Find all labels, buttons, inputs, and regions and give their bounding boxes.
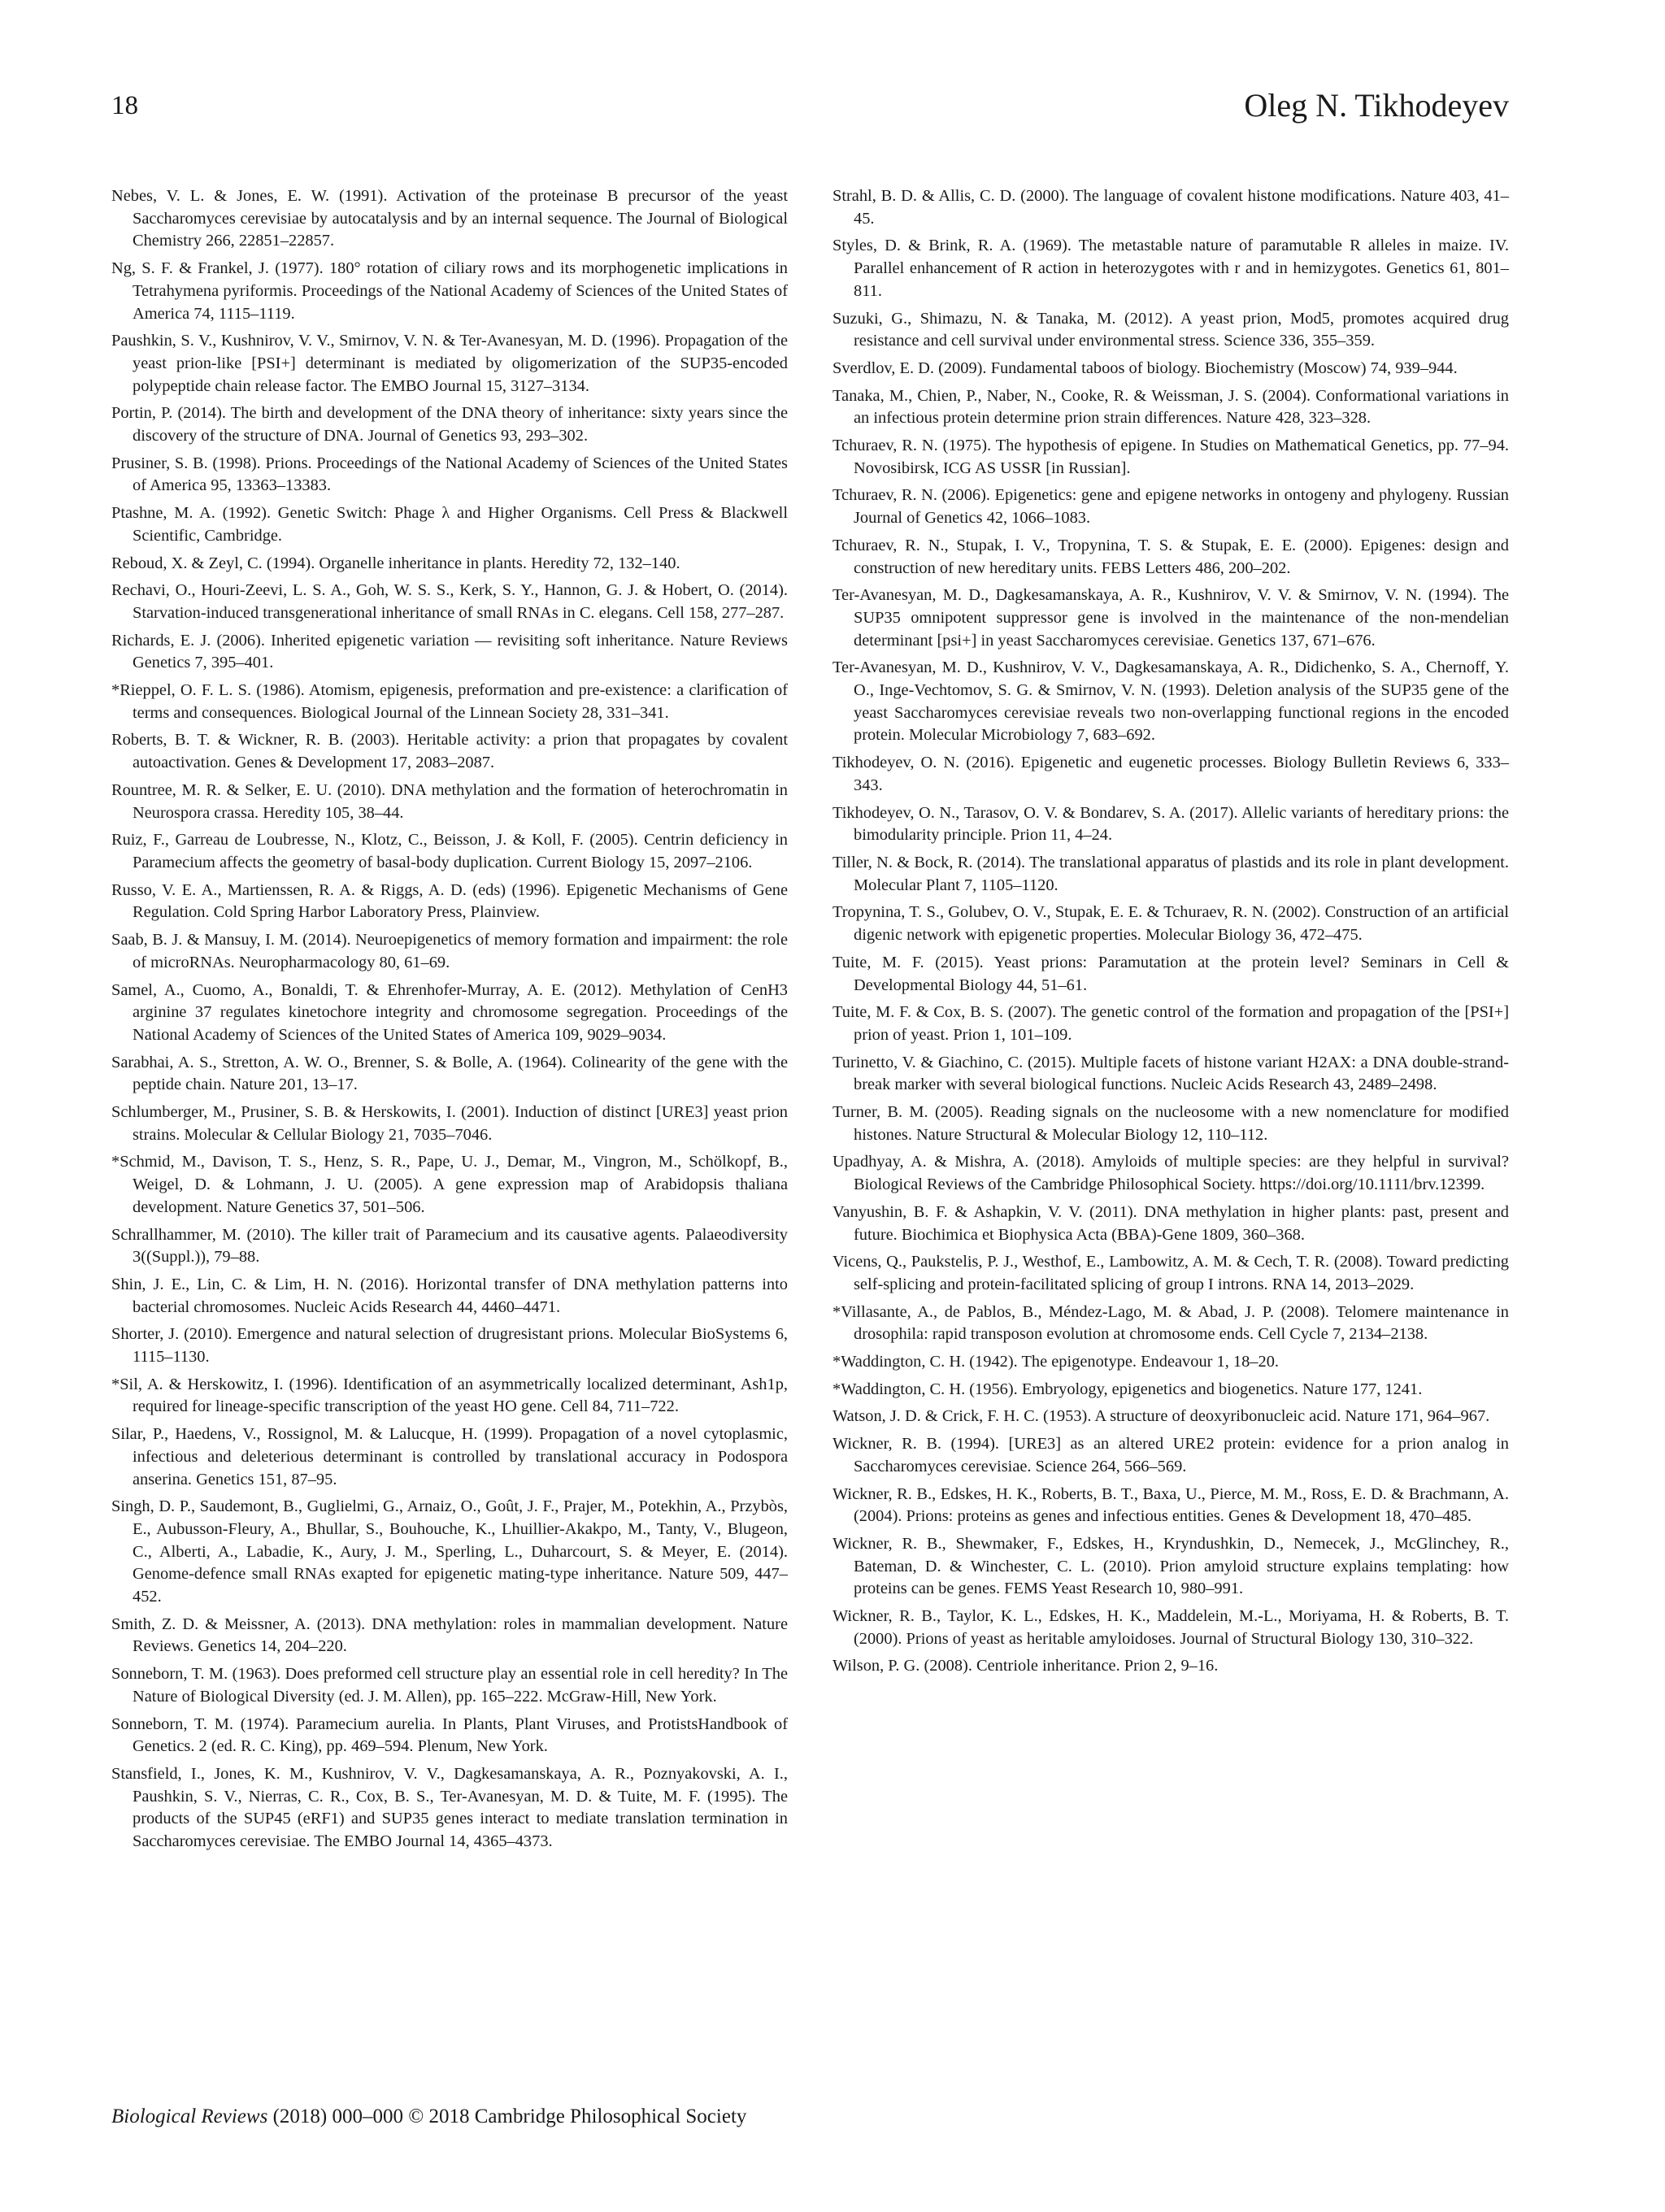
reference-item: Tanaka, M., Chien, P., Naber, N., Cooke, R. & Weissman, J. S. (2004). Conformational variations in an infectious protein determine prion strain differences. Nature 428, 323–328. (832, 386, 1509, 428)
reference-item: Upadhyay, A. & Mishra, A. (2018). Amyloids of multiple species: are they helpful in survival? Biological Reviews of the Cambridge Philosophical Society. https://doi.org/10.1111/brv.12399. (832, 1153, 1509, 1194)
reference-item: Russo, V. E. A., Martienssen, R. A. & Riggs, A. D. (eds) (1996). Epigenetic Mechanisms of Gene Regulation. Cold Spring Harbor Laboratory Press, Plainview. (111, 880, 788, 922)
reference-item: Turinetto, V. & Giachino, C. (2015). Multiple facets of histone variant H2AX: a DNA double-strand-break marker with several biological functions. Nucleic Acids Research 43, 2489–2498. (832, 1053, 1509, 1094)
reference-item: Sonneborn, T. M. (1974). Paramecium aurelia. In Plants, Plant Viruses, and ProtistsHandbook of Genetics. 2 (ed. R. C. King), pp. 469–594. Plenum, New York. (111, 1714, 788, 1756)
reference-item: Shorter, J. (2010). Emergence and natural selection of drugresistant prions. Molecular BioSystems 6, 1115–1130. (111, 1325, 788, 1367)
reference-item: Watson, J. D. & Crick, F. H. C. (1953). A structure of deoxyribonucleic acid. Nature 171, 964–967. (832, 1407, 1490, 1426)
left-column (111, 185, 788, 1858)
reference-item: Sonneborn, T. M. (1963). Does preformed cell structure play an essential role in cell heredity? In The Nature of Biological Diversity (ed. J. M. Allen), pp. 165–222. McGraw-Hill, New York. (111, 1665, 788, 1706)
reference-item: Stansfield, I., Jones, K. M., Kushnirov, V. V., Dagkesamanskaya, A. R., Poznyakovski, A. I., Paushkin, S. V., Nierras, C. R., Cox, B. S., Ter-Avanesyan, M. D. & Tuite, M. F. (1995). The products of the SUP45 (eRF1) and SUP35 genes interact to mediate translation termination in Saccharomyces cerevisiae. The EMBO Journal 14, 4365–4373. (111, 1765, 788, 1851)
reference-item: Tchuraev, R. N. (2006). Epigenetics: gene and epigene networks in ontogeny and phylogeny. Russian Journal of Genetics 42, 1066–1083. (832, 486, 1509, 528)
reference-item: Ruiz, F., Garreau de Loubresse, N., Klotz, C., Beisson, J. & Koll, F. (2005). Centrin deficiency in Paramecium affects the geometry of basal-body duplication. Current Biology 15, 2097–2106. (111, 831, 788, 871)
reference-item: Schrallhammer, M. (2010). The killer trait of Paramecium and its causative agents. Palaeodiversity 3((Suppl.)), 79–88. (111, 1225, 788, 1267)
reference-item: Suzuki, G., Shimazu, N. & Tanaka, M. (2012). A yeast prion, Mod5, promotes acquired drug resistance and cell survival under environmental stress. Science 336, 355–359. (832, 309, 1509, 350)
reference-list (111, 185, 1509, 1858)
reference-item: Tiller, N. & Bock, R. (2014). The translational apparatus of plastids and its role in plant development. Molecular Plant 7, 1105–1120. (832, 853, 1509, 894)
reference-item: Tropynina, T. S., Golubev, O. V., Stupak, E. E. & Tchuraev, R. N. (2002). Construction of an artificial digenic network with epigenetic properties. Molecular Biology 36, 472–475. (832, 903, 1509, 945)
reference-item: Portin, P. (2014). The birth and development of the DNA theory of inheritance: sixty years since the discovery of the structure of DNA. Journal of Genetics 93, 293–302. (111, 404, 788, 445)
footer-journal: Biological Reviews (111, 2106, 268, 2127)
reference-item: Smith, Z. D. & Meissner, A. (2013). DNA methylation: roles in mammalian development. Nature Reviews. Genetics 14, 204–220. (111, 1614, 788, 1656)
reference-item: Prusiner, S. B. (1998). Prions. Proceedings of the National Academy of Sciences of the United States of America 95, 13363–13383. (111, 454, 788, 495)
reference-item: Roberts, B. T. & Wickner, R. B. (2003). Heritable activity: a prion that propagates by covalent autoactivation. Genes & Development 17, 2083–2087. (111, 731, 788, 772)
reference-item: Singh, D. P., Saudemont, B., Guglielmi, G., Arnaiz, O., Goût, J. F., Prajer, M., Potekhin, A., Przybòs, E., Aubusson-Fleury, A., Bhullar, S., Bouhouche, K., Lhuillier-Akakpo, M., Tanty, V., Blugeon, C., Alberti, A., Labadie, K., Aury, J. M., Sperling, L., Duharcourt, S. & Meyer, E. (2014). Genome-defence small RNAs exapted for epigenetic mating-type inheritance. Nature 509, 447–452. (111, 1497, 788, 1606)
reference-item: Turner, B. M. (2005). Reading signals on the nucleosome with a new nomenclature for modified histones. Nature Structural & Molecular Biology 12, 110–112. (832, 1103, 1509, 1144)
reference-item: Sarabhai, A. S., Stretton, A. W. O., Brenner, S. & Bolle, A. (1964). Colinearity of the gene with the peptide chain. Nature 201, 13–17. (111, 1053, 788, 1094)
reference-item: Saab, B. J. & Mansuy, I. M. (2014). Neuroepigenetics of memory formation and impairment: the role of microRNAs. Neuropharmacology 80, 61–69. (111, 931, 788, 971)
reference-item: Tchuraev, R. N., Stupak, I. V., Tropynina, T. S. & Stupak, E. E. (2000). Epigenes: design and construction of new hereditary units. FEBS Letters 486, 200–202. (832, 536, 1509, 577)
reference-item: *Rieppel, O. F. L. S. (1986). Atomism, epigenesis, preformation and pre-existence: a clarification of terms and consequences. Biological Journal of the Linnean Society 28, 331–341. (111, 681, 788, 722)
reference-item: Wickner, R. B., Taylor, K. L., Edskes, H. K., Maddelein, M.-L., Moriyama, H. & Roberts, B. T. (2000). Prions of yeast as heritable amyloidoses. Journal of Structural Biology 130, 310–322. (832, 1607, 1509, 1648)
reference-item: Reboud, X. & Zeyl, C. (1994). Organelle inheritance in plants. Heredity 72, 132–140. (111, 554, 680, 572)
reference-item: Styles, D. & Brink, R. A. (1969). The metastable nature of paramutable R alleles in maize. IV. Parallel enhancement of R action in heterozygotes with r and in hemizygotes. Genetics 61, 801–811. (832, 237, 1509, 300)
reference-item: Tuite, M. F. & Cox, B. S. (2007). The genetic control of the formation and propagation of the [PSI+] prion of yeast. Prion 1, 101–109. (832, 1003, 1509, 1044)
reference-item: Wilson, P. G. (2008). Centriole inheritance. Prion 2, 9–16. (832, 1657, 1219, 1675)
reference-item: Richards, E. J. (2006). Inherited epigenetic variation — revisiting soft inheritance. Nature Reviews Genetics 7, 395–401. (111, 631, 788, 672)
page-number: 18 (111, 91, 138, 120)
reference-item: Paushkin, S. V., Kushnirov, V. V., Smirnov, V. N. & Ter-Avanesyan, M. D. (1996). Propagation of the yeast prion-like [PSI+] determinant is mediated by oligomerization of the SUP35-encoded polypeptide chain release factor. The EMBO Journal 15, 3127–3134. (111, 332, 788, 395)
reference-item: *Villasante, A., de Pablos, B., Méndez-Lago, M. & Abad, J. P. (2008). Telomere maintenance in drosophila: rapid transposon evolution at chromosome ends. Cell Cycle 7, 2134–2138. (832, 1302, 1509, 1344)
footer (111, 2106, 746, 2128)
reference-item: Schlumberger, M., Prusiner, S. B. & Herskowits, I. (2001). Induction of distinct [URE3] yeast prion strains. Molecular & Cellular Biology 21, 7035–7046. (111, 1103, 788, 1144)
reference-item: Vicens, Q., Paukstelis, P. J., Westhof, E., Lambowitz, A. M. & Cech, T. R. (2008). Toward predicting self-splicing and protein-facilitated splicing of group I introns. RNA 14, 2013–2029. (832, 1253, 1509, 1293)
reference-item: *Sil, A. & Herskowitz, I. (1996). Identification of an asymmetrically localized determinant, Ash1p, required for lineage-specific transcription of the yeast HO gene. Cell 84, 711–722. (111, 1375, 788, 1416)
reference-item: Ter-Avanesyan, M. D., Kushnirov, V. V., Dagkesamanskaya, A. R., Didichenko, S. A., Chernoff, Y. O., Inge-Vechtomov, S. G. & Smirnov, V. N. (1993). Deletion analysis of the SUP35 gene of the yeast Saccharomyces cerevisiae reveals two non-overlapping functional regions in the encoded protein. Molecular Microbiology 7, 683–692. (832, 658, 1509, 745)
reference-item: Wickner, R. B., Shewmaker, F., Edskes, H., Kryndushkin, D., Nemecek, J., McGlinchey, R., Bateman, D. & Winchester, C. L. (2010). Prion amyloid structure explains templating: how proteins can be genes. FEMS Yeast Research 10, 980–991. (832, 1534, 1509, 1598)
reference-item: *Waddington, C. H. (1942). The epigenotype. Endeavour 1, 18–20. (832, 1353, 1279, 1371)
reference-item: Ng, S. F. & Frankel, J. (1977). 180° rotation of ciliary rows and its morphogenetic implications in Tetrahymena pyriformis. Proceedings of the National Academy of Sciences of the United States of America 74, 1115–1119. (111, 259, 788, 323)
reference-item: *Schmid, M., Davison, T. S., Henz, S. R., Pape, U. J., Demar, M., Vingron, M., Schölkopf, B., Weigel, D. & Lohmann, J. U. (2005). A gene expression map of Arabidopsis thaliana development. Nature Genetics 37, 501–506. (111, 1153, 788, 1216)
reference-item: Rountree, M. R. & Selker, E. U. (2010). DNA methylation and the formation of heterochromatin in Neurospora crassa. Heredity 105, 38–44. (111, 780, 788, 822)
running-author: Oleg N. Tikhodeyev (1244, 87, 1509, 124)
reference-item: Ter-Avanesyan, M. D., Dagkesamanskaya, A. R., Kushnirov, V. V. & Smirnov, V. N. (1994). The SUP35 omnipotent suppressor gene is involved in the maintenance of the non-mendelian determinant [psi+] in yeast Saccharomyces cerevisiae. Genetics 137, 671–676. (832, 586, 1509, 650)
footer-text: (2018) 000–000 © 2018 Cambridge Philosophical Society (267, 2106, 747, 2127)
reference-item: Tchuraev, R. N. (1975). The hypothesis of epigene. In Studies on Mathematical Genetics, pp. 77–94. Novosibirsk, ICG AS USSR [in Russian]. (832, 437, 1509, 477)
reference-item: Nebes, V. L. & Jones, E. W. (1991). Activation of the proteinase B precursor of the yeast Saccharomyces cerevisiae by autocatalysis and by an internal sequence. The Journal of Biological Chemistry 266, 22851–22857. (111, 187, 788, 250)
reference-item: Rechavi, O., Houri-Zeevi, L. S. A., Goh, W. S. S., Kerk, S. Y., Hannon, G. J. & Hobert, O. (2014). Starvation-induced transgenerational inheritance of small RNAs in C. elegans. Cell 158, 277–287. (111, 581, 788, 622)
reference-item: Tuite, M. F. (2015). Yeast prions: Paramutation at the protein level? Seminars in Cell & Developmental Biology 44, 51–61. (832, 953, 1509, 994)
reference-item: Shin, J. E., Lin, C. & Lim, H. N. (2016). Horizontal transfer of DNA methylation patterns into bacterial chromosomes. Nucleic Acids Research 44, 4460–4471. (111, 1275, 788, 1316)
reference-item: Tikhodeyev, O. N. (2016). Epigenetic and eugenetic processes. Biology Bulletin Reviews 6, 333–343. (832, 754, 1509, 794)
reference-item: Vanyushin, B. F. & Ashapkin, V. V. (2011). DNA methylation in higher plants: past, present and future. Biochimica et Biophysica Acta (BBA)-Gene 1809, 360–368. (832, 1202, 1509, 1244)
right-column (832, 185, 1509, 1858)
reference-item: Ptashne, M. A. (1992). Genetic Switch: Phage λ and Higher Organisms. Cell Press & Blackwell Scientific, Cambridge. (111, 504, 788, 545)
reference-item: Wickner, R. B., Edskes, H. K., Roberts, B. T., Baxa, U., Pierce, M. M., Ross, E. D. & Brachmann, A. (2004). Prions: proteins as genes and infectious entities. Genes & Development 18, 470–485. (832, 1484, 1509, 1526)
reference-item: Tikhodeyev, O. N., Tarasov, O. V. & Bondarev, S. A. (2017). Allelic variants of hereditary prions: the bimodularity principle. Prion 11, 4–24. (832, 803, 1509, 845)
reference-item: Sverdlov, E. D. (2009). Fundamental taboos of biology. Biochemistry (Moscow) 74, 939–944. (832, 359, 1458, 377)
reference-item: Strahl, B. D. & Allis, C. D. (2000). The language of covalent histone modifications. Nature 403, 41–45. (832, 187, 1509, 228)
reference-item: *Waddington, C. H. (1956). Embryology, epigenetics and biogenetics. Nature 177, 1241. (832, 1380, 1423, 1398)
reference-item: Silar, P., Haedens, V., Rossignol, M. & Lalucque, H. (1999). Propagation of a novel cytoplasmic, infectious and deleterious determinant is controlled by translational accuracy in Podospora anserina. Genetics 151, 87–95. (111, 1425, 788, 1488)
reference-item: Samel, A., Cuomo, A., Bonaldi, T. & Ehrenhofer-Murray, A. E. (2012). Methylation of CenH3 arginine 37 regulates kinetochore integrity and chromosome segregation. Proceedings of the National Academy of Sciences of the United States of America 109, 9029–9034. (111, 980, 788, 1044)
reference-item: Wickner, R. B. (1994). [URE3] as an altered URE2 protein: evidence for a prion analog in Saccharomyces cerevisiae. Science 264, 566–569. (832, 1435, 1509, 1475)
